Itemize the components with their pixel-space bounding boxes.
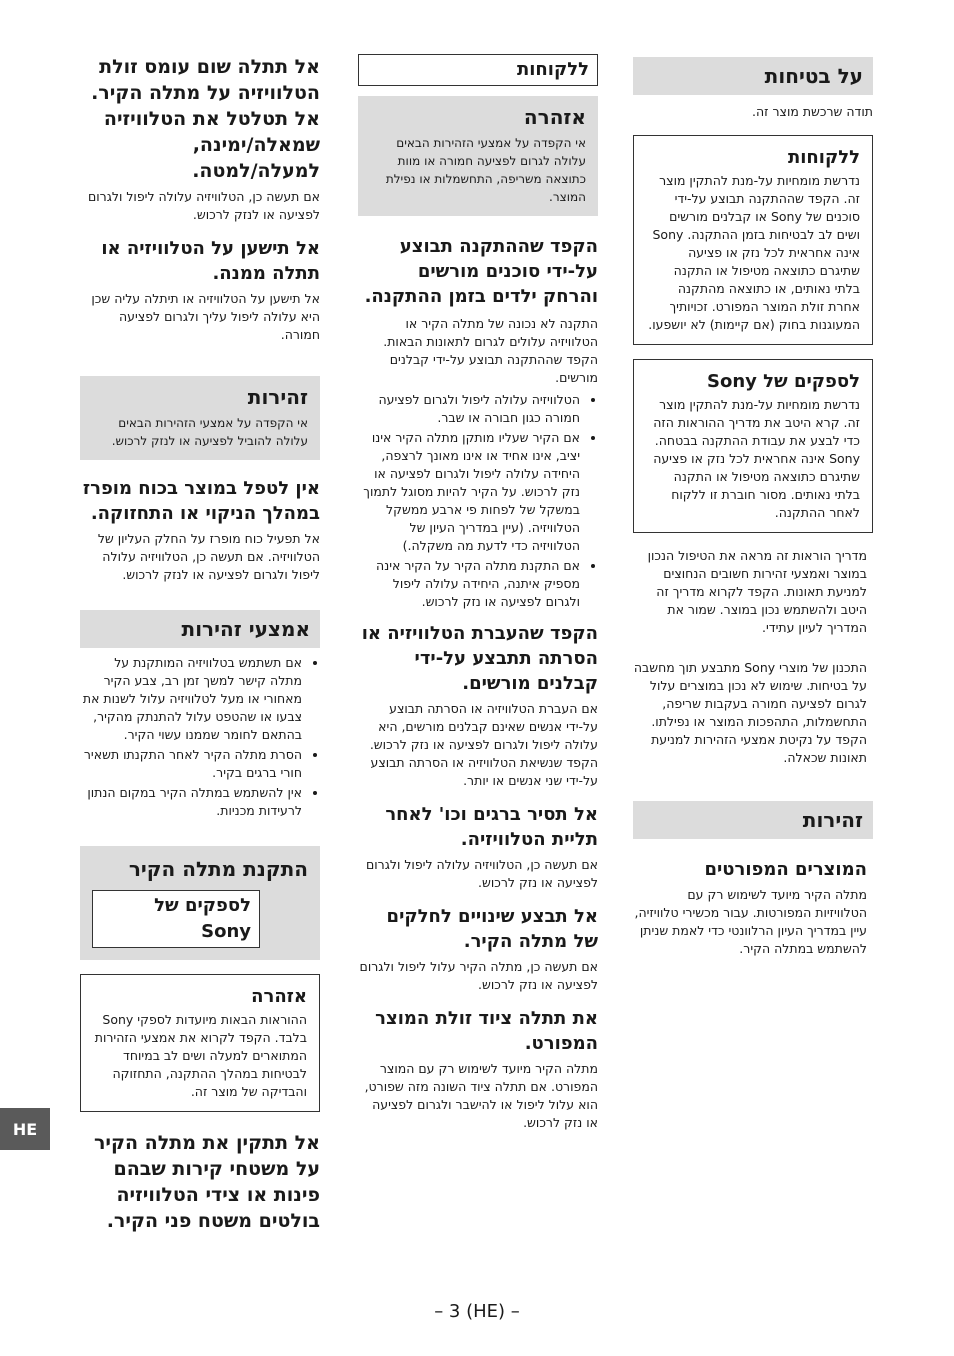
install-by-agents-body: התקנה לא נכונה של מתלה הקיר או הטלוויזיה עלולים לגרום לתאונות הבאות. הקפד שההתקנה תבוצע על-ידי קבלנים מורשים. xyxy=(383,316,598,385)
customers-box-body: נדרשת מומחיות על-מנת להתקין מוצר זה. הקפד שההתקנה תבוצע על-ידי סוכנים של Sony או קבלנים מורשים ושים לב לבטיחות בזמן ההתקנה. Sony אינה אחראית לכל נזק או פציעה שתיגרם כתוצאה מטיפול או התקנה בלתי נאותים, או כתוצאה מהתקנה אחרת זולת המוצר המפורט. זכויותיך המעוגנות בחוק (אם קיימות) לא יושפעו. xyxy=(648,173,860,332)
left-column xyxy=(80,54,320,1234)
sony-suppliers-box xyxy=(633,359,873,533)
sony-suppliers-title: לספקים של Sony xyxy=(706,371,860,392)
modify-parts-heading: אל תבצע שינויים לחלקים של מתלה הקיר. xyxy=(386,906,598,952)
caution-title: זהירות xyxy=(247,385,308,409)
no-load-heading: אל תתלה שום עומס זולת הטלוויזיה על מתלה הקיר. אל תטלטל את הטלוויזיה שמאלה/ימינה, למעלה/למטה. xyxy=(91,56,320,182)
move-tv-body: אם העברת הטלוויזיה או הסרתה תבוצע על-ידי אנשים שאינם קבלנים מורשים, היא עלולה ליפול ולגרום לפציעה או נזק לרכוש. הקפד שנשיאת הטלוויזיה או הסרתה תבוצע על-ידי שני אנשים או יותר. xyxy=(369,701,598,788)
modify-parts-body: אם תעשה כן, מתלה הקיר עלול ליפול ולגרום לפציעה או נזק לרכוש. xyxy=(359,959,598,992)
warning-title: אזהרה xyxy=(523,105,586,129)
right-column xyxy=(633,57,873,958)
language-tab: HE xyxy=(0,1108,50,1150)
safety-header: על בטיחות xyxy=(633,57,873,95)
middle-column xyxy=(358,54,598,1132)
no-lean-body: אל תישען על הטלוויזיה או תיתלה עליה שכן היא עלולה ליפול עליך ולגרום לפציעה חמורה. xyxy=(91,291,320,342)
customers-tag: ללקוחות xyxy=(358,54,598,86)
caution-header: זהירות xyxy=(633,801,873,839)
warning-band xyxy=(358,96,598,216)
sony-suppliers-body: נדרשת מומחיות על-מנת להתקין מוצר זה. קרא היטב את מדריך ההוראות הזה כדי לבצע את עבודת ההתקנה בבטחה. Sony אינה אחראית לכל נזק או פציעה שתיגרם כתוצאה מטיפול או התקנה בלתי נאותים. מסור חוברת זו ללקוח לאחר ההתקנה. xyxy=(653,397,860,520)
list-item: • אם הקיר שעליו מותקן מתלה הקיר אינו יציב, אינו אחיד או אינו מאונך לרצפה, היחידה עלולה ליפול ולגרום לפציעה או נזק לרכוש. על הקיר להיות מסוגל לתמוך במשקל של לפחות פי ארבע ממשקל הטלוויזיה. (עיין במדריך העיון של הטלוויזיה כדי לדעת מה משקלה.) xyxy=(358,429,580,555)
products-body: מתלה הקיר מיועד לשימוש רק עם הטלוויזיות המפורטות. עבור מכשירי טלוויזיה, עיין במדריך העיון הרלוונטי כדי לאמת שניתן להשתמש במתלה הקיר. xyxy=(634,887,867,956)
warning-box xyxy=(80,974,320,1112)
other-equipment-heading: את תתלה ציוד זולת המוצר המפורט. xyxy=(375,1008,598,1054)
warning-body: אי הקפדה על אמצעי הזהירות הבאים עלולה לגרום לפציעה חמורה או מוות כתוצאה משריפה, התחשמלות או נפילת המוצר. xyxy=(385,136,586,204)
list-item: • הטלוויזיה עלולה ליפול ולגרום לפציעה חמורה כגון חבורה או שבר. xyxy=(358,391,580,427)
install-band xyxy=(80,846,320,960)
screws-body: אם תעשה כן, הטלוויזיה עלולה ליפול ולגרום לפציעה או נזק לרכוש. xyxy=(365,857,598,890)
customers-box xyxy=(633,135,873,345)
install-tag: לספקים של Sony xyxy=(92,890,260,948)
no-force-body: אל תפעיל כוח מופרז על החלק העליון של הטלוויזיה. אם תעשה כן, הטלוויזיה עלולה ליפול ולגרום לפציעה או לנזק לרכוש. xyxy=(97,531,320,582)
thanks-text: תודה שרכשת מוצר זה. xyxy=(752,104,873,119)
move-tv-heading: הקפד שהעברת הטלוויזיה או הסרתה תתבצע על-ידי קבלנים מורשים. xyxy=(361,623,598,694)
page-number: – 3 (HE) – xyxy=(434,1301,520,1322)
list-item: • אם תשתמש בטלוויזיה המותקנת על מתלה קישר למשך זמן רב, צבע הקיר מאחורי או מעל לטלוויזיה עלול לשנות את צבעו או שהטפט עלול להתנתק מהקיר, בהתאם לחומר שממנו עשוי הקיר. xyxy=(80,654,302,744)
products-title: המוצרים המפורטים xyxy=(704,859,867,880)
intro-paragraph: מדריך הוראות זה מראה את הטיפול הנכון במוצר ואמצעי זהירות חשובים הנחוצים למניעת תאונות. הקפד לקרוא מדריך זה היטב ולהשתמש נכון במוצר. שמור את המדריך לעיון עתידי. xyxy=(647,548,867,635)
screws-heading: אל תסיר ברגים וכו' לאחר תליית הטלוויזיה. xyxy=(385,804,598,850)
caution-band xyxy=(80,376,320,460)
no-lean-heading: אל תישען על הטלוויזיה או תתלה ממנה. xyxy=(101,238,320,284)
install-header: התקנת מתלה הקיר xyxy=(128,857,308,881)
list-item: • אין להשתמש במתלה הקיר במקום הנתון לרעידות מכניות. xyxy=(80,784,302,820)
customers-box-title: ללקוחות xyxy=(787,147,860,168)
no-force-heading: אין לטפל במוצר בכוח מופרז במהלך הניקוי או התחזוקה. xyxy=(82,478,320,524)
measures-list xyxy=(80,654,320,820)
wall-surface-heading: אל תתקין את מתלה הקיר על משטחי קירות שבהם פינות או צידי הטלוויזיה בולטים משטח פני הקיר. xyxy=(93,1132,320,1232)
install-by-agents-heading: הקפד שההתקנה תבוצע על-ידי סוכנים מורשים והרחק ילדים בזמן ההתקנה. xyxy=(364,236,598,307)
install-risks-list xyxy=(358,391,598,611)
list-item: • אם התקנת מתלה הקיר על הקיר אינה מספיק איתנה, היחידה עלולה ליפול ולגרום לפציעה או נזק לרכוש. xyxy=(358,557,580,611)
caution-body: אי הקפדה על אמצעי הזהירות הבאים עלולה להוביל לפציעה או לנזק לרכוש. xyxy=(111,416,308,448)
warning-box-body: ההוראות הבאות מיועדות לספקי Sony בלבד. הקפד לקרוא את אמצעי הזהירות המתוארים למעלה ושים לב במיוחד לבטיחות במהלך ההתקנה, התחזוקה והבדיקה של מוצר זה. xyxy=(94,1012,307,1099)
design-paragraph: התכנון של מוצרי Sony מתבצע תוך מחשבה על בטיחות. שימוש לא נכון במוצרים עלול לגרום לפציעה חמורה בעקבות שריפה, התחשמלות, התהפכות המוצר או נפילתו. הקפד על נקיטת אמצעי הזהירות למניעת תאונות שכאלה. xyxy=(633,660,867,765)
warning-box-title: אזהרה xyxy=(251,986,307,1007)
no-load-body: אם תעשה כן, הטלוויזיה עלולה ליפול ולגרום לפציעה או לנזק לרכוש. xyxy=(87,189,320,222)
other-equipment-body: מתלה הקיר מיועד לשימוש רק עם המוצר המפורט. אם תתלה ציוד השונה מזה שפורט, הוא עלול ליפול או להישבר ולגרום לפציעה או נזק לרכוש. xyxy=(364,1061,598,1130)
measures-header: אמצעי זהירות xyxy=(80,610,320,648)
list-item: • הסרת מתלה הקיר לאחר התקנתו תשאיר חורי ברגים בקיר. xyxy=(80,746,302,782)
